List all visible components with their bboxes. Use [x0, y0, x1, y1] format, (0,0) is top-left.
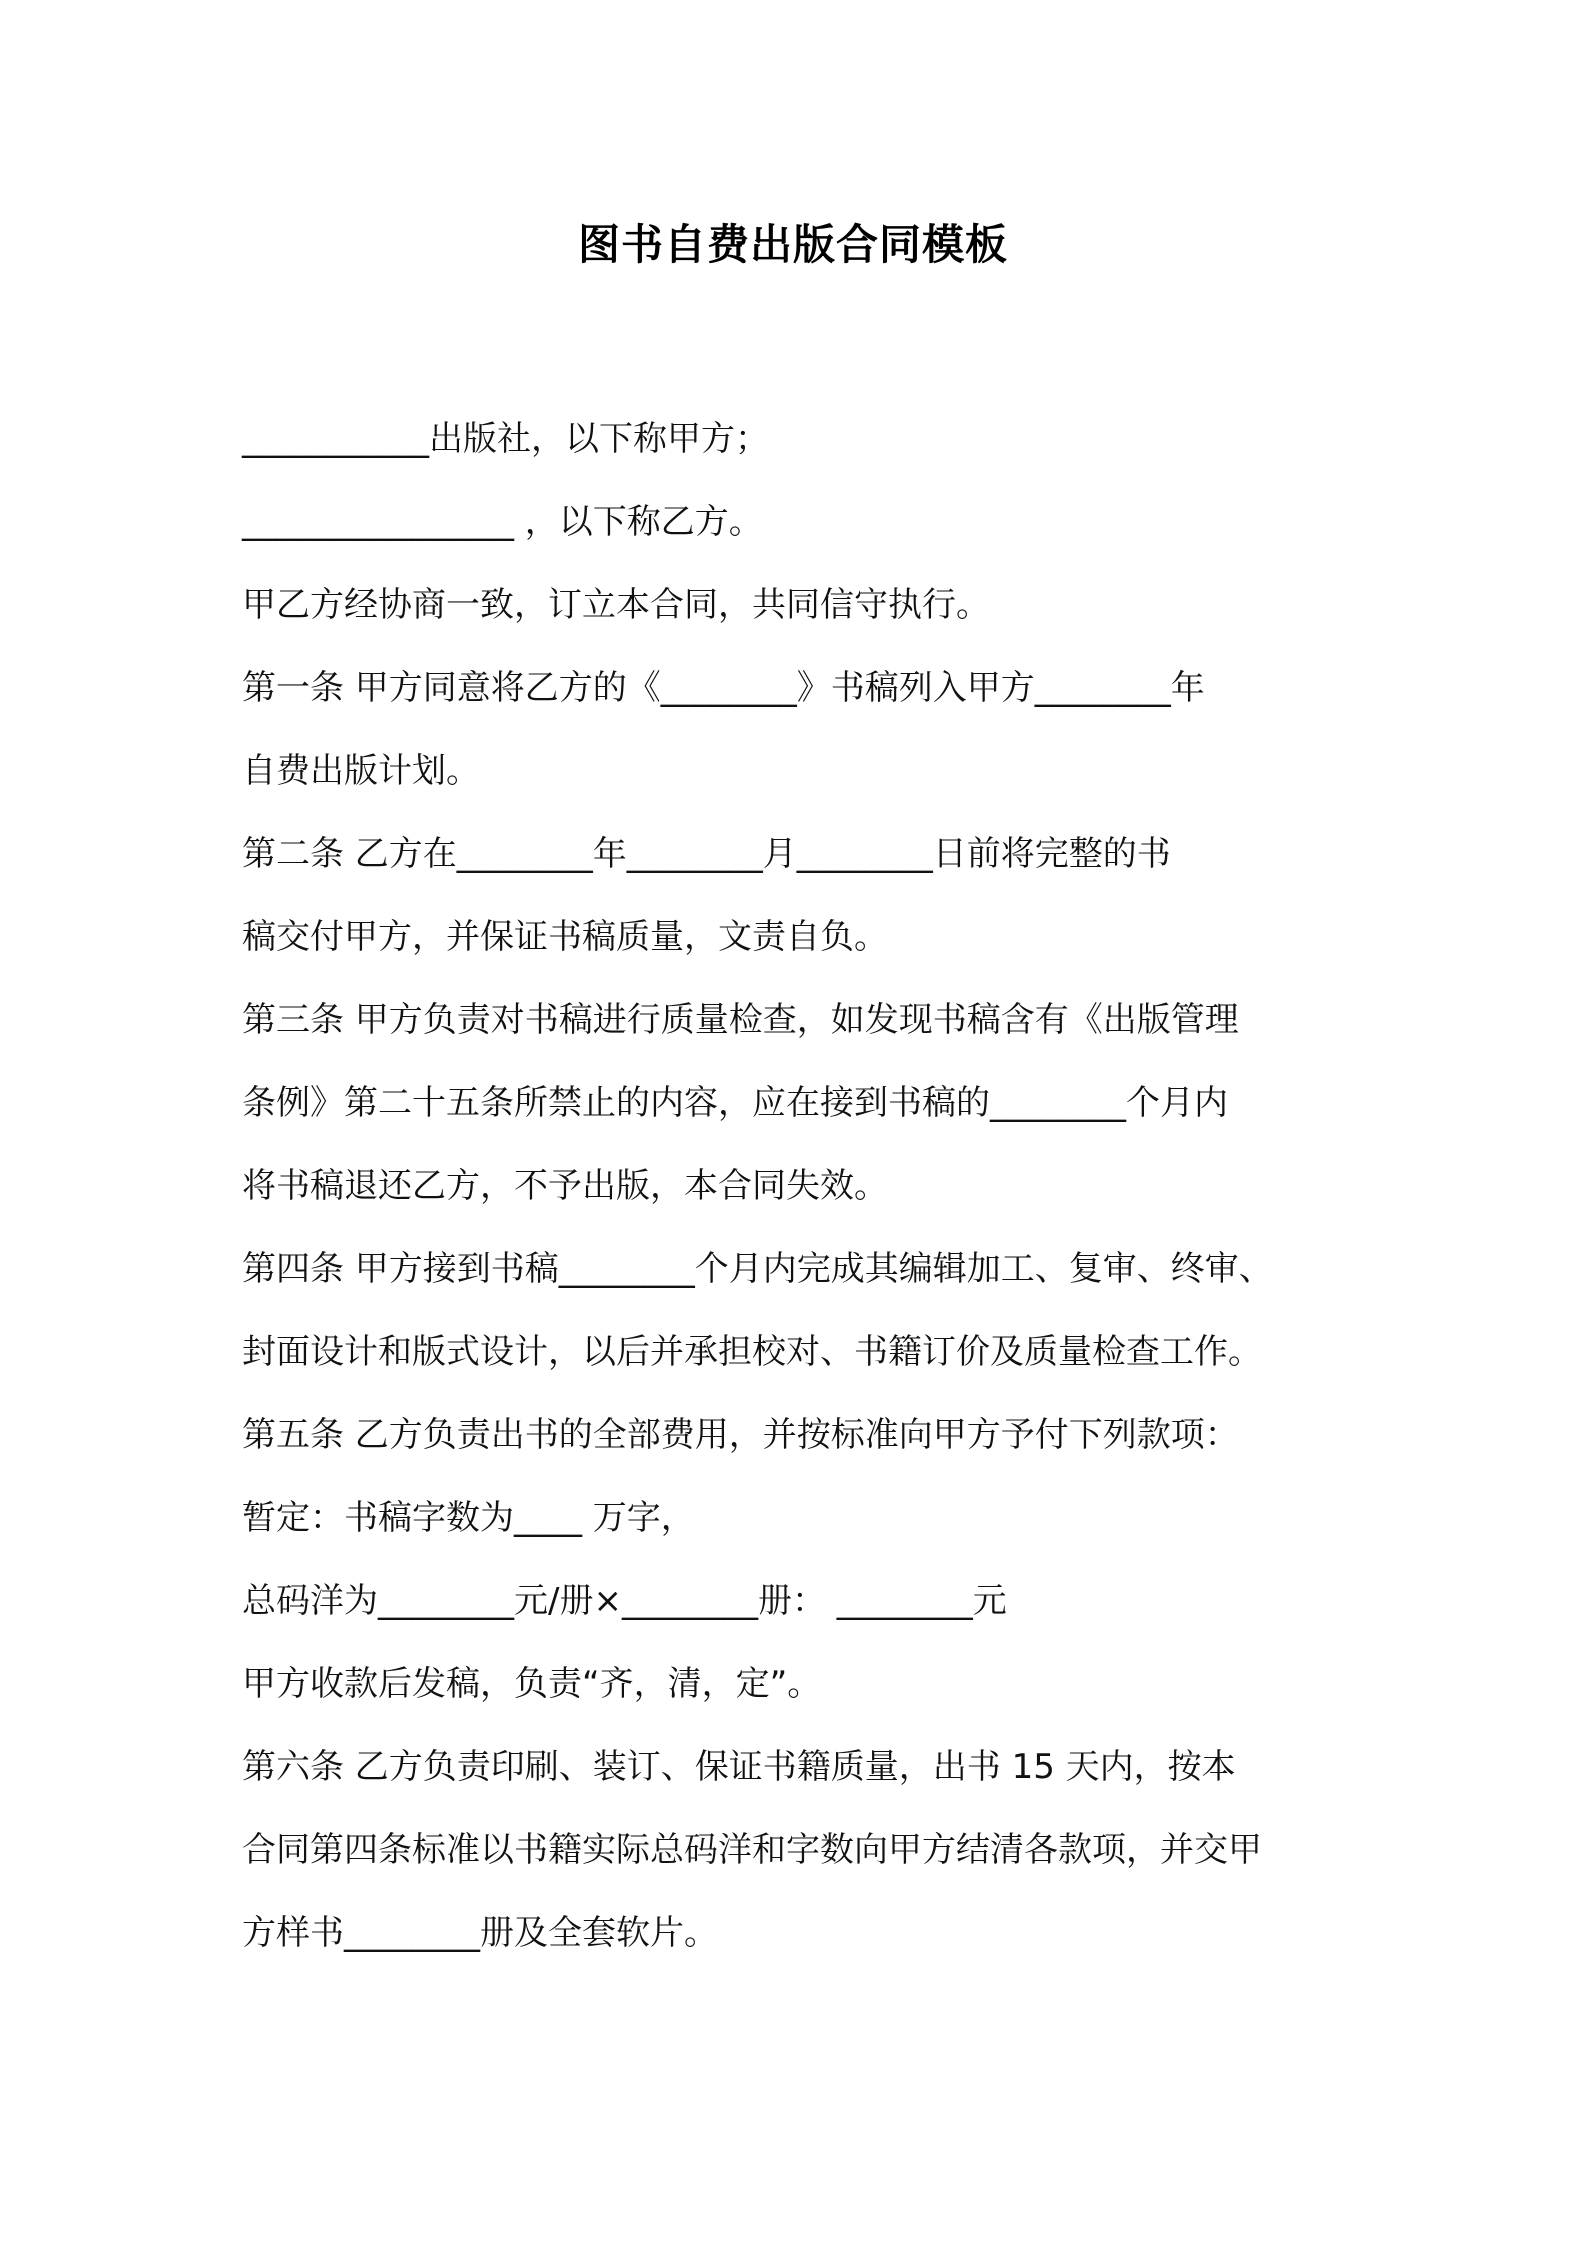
article-6-line-3: 方样书________册及全套软片。	[242, 1913, 718, 1953]
article-5-word-count: 暂定：书稿字数为____ 万字，	[242, 1498, 695, 1538]
agreement-intro: 甲乙方经协商一致，订立本合同，共同信守执行。	[242, 585, 990, 625]
article-4-line-2: 封面设计和版式设计，以后并承担校对、书籍订价及质量检查工作。	[242, 1332, 1262, 1372]
party-b-line: ________________ ，以下称乙方。	[242, 502, 763, 542]
article-6-line-1: 第六条 乙方负责印刷、装订、保证书籍质量，出书 15 天内，按本	[242, 1747, 1236, 1787]
article-5-line-1: 第五条 乙方负责出书的全部费用，并按标准向甲方予付下列款项：	[242, 1415, 1239, 1455]
article-6-line-2: 合同第四条标准以书籍实际总码洋和字数向甲方结清各款项，并交甲	[242, 1830, 1262, 1870]
article-2-line-1: 第二条 乙方在________年________月________日前将完整的书	[242, 834, 1171, 874]
document-title: 图书自费出版合同模板	[577, 220, 1008, 269]
article-3-line-2: 条例》第二十五条所禁止的内容，应在接到书稿的________个月内	[242, 1083, 1228, 1123]
article-2-line-2: 稿交付甲方，并保证书稿质量，文责自负。	[242, 917, 888, 957]
article-3-line-1: 第三条 甲方负责对书稿进行质量检查，如发现书稿含有《出版管理	[242, 1000, 1239, 1040]
contract-body	[242, 398, 1360, 1975]
party-a-line: ___________出版社，以下称甲方；	[242, 419, 769, 459]
article-1-line-2: 自费出版计划。	[242, 751, 480, 791]
article-1-line-1: 第一条 甲方同意将乙方的《________》书稿列入甲方________年	[242, 668, 1205, 708]
article-3-line-3: 将书稿退还乙方，不予出版，本合同失效。	[242, 1166, 888, 1206]
article-5-release-note: 甲方收款后发稿，负责“齐，清，定”。	[242, 1664, 822, 1704]
article-4-line-1: 第四条 甲方接到书稿________个月内完成其编辑加工、复审、终审、	[242, 1249, 1273, 1289]
article-5-total-price: 总码洋为________元/册×________册： ________元	[242, 1581, 1007, 1621]
